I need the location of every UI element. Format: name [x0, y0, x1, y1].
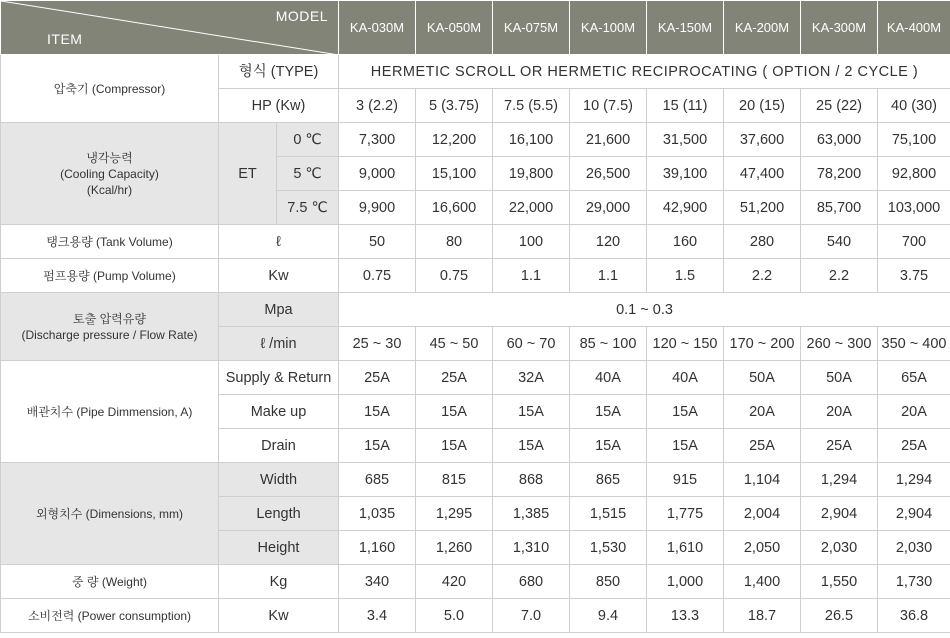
- value-cell: 700: [878, 225, 950, 259]
- type-value: HERMETIC SCROLL OR HERMETIC RECIPROCATING ( OPTION / 2 CYCLE ): [339, 55, 950, 89]
- sub-label: Length: [219, 497, 339, 531]
- value-cell: 7.5 (5.5): [493, 89, 570, 123]
- value-cell: 85,700: [801, 191, 878, 225]
- value-cell: 1,104: [724, 463, 801, 497]
- item-compressor: 압축기 (Compressor): [1, 55, 219, 123]
- value-cell: 25A: [878, 429, 950, 463]
- value-cell: 47,400: [724, 157, 801, 191]
- value-cell: 15A: [647, 395, 724, 429]
- item-line: (Discharge pressure / Flow Rate): [21, 327, 198, 342]
- value-cell: 120 ~ 150: [647, 327, 724, 361]
- value-cell: 1,260: [416, 531, 493, 565]
- header-corner: [1, 1, 339, 55]
- model-header: KA-300M: [801, 1, 878, 55]
- value-cell: 51,200: [724, 191, 801, 225]
- value-cell: 31,500: [647, 123, 724, 157]
- value-cell: 1,294: [878, 463, 950, 497]
- value-cell: 12,200: [416, 123, 493, 157]
- value-cell: 2,050: [724, 531, 801, 565]
- value-cell: 63,000: [801, 123, 878, 157]
- sub-label: Supply & Return: [219, 361, 339, 395]
- item-dimensions: 외형치수 (Dimensions, mm): [1, 463, 219, 565]
- unit-label: Kw: [219, 259, 339, 293]
- item-cooling: [1, 123, 219, 225]
- value-cell: 26.5: [801, 599, 878, 633]
- value-cell: 815: [416, 463, 493, 497]
- value-cell: 60 ~ 70: [493, 327, 570, 361]
- value-cell: 42,900: [647, 191, 724, 225]
- value-cell: 1.1: [493, 259, 570, 293]
- table-row: [1, 123, 950, 157]
- value-cell: 26,500: [570, 157, 647, 191]
- value-cell: 0.75: [416, 259, 493, 293]
- value-cell: 80: [416, 225, 493, 259]
- item-label: ITEM: [47, 31, 83, 47]
- item-line: (Cooling Capacity): [60, 166, 159, 181]
- value-cell: 350 ~ 400: [878, 327, 950, 361]
- value-cell: 39,100: [647, 157, 724, 191]
- model-label: MODEL: [275, 8, 329, 24]
- value-cell: 1,530: [570, 531, 647, 565]
- value-cell: 1,730: [878, 565, 950, 599]
- value-cell: 1,400: [724, 565, 801, 599]
- value-cell: 37,600: [724, 123, 801, 157]
- value-cell: 85 ~ 100: [570, 327, 647, 361]
- value-cell: 9,900: [339, 191, 416, 225]
- value-cell: 25 (22): [801, 89, 878, 123]
- value-cell: 40A: [647, 361, 724, 395]
- value-cell: 685: [339, 463, 416, 497]
- value-cell: 25A: [801, 429, 878, 463]
- model-header: KA-100M: [570, 1, 647, 55]
- item-line: 냉각능력: [86, 150, 133, 165]
- value-cell: 15A: [339, 395, 416, 429]
- value-cell: 7.0: [493, 599, 570, 633]
- value-cell: 280: [724, 225, 801, 259]
- value-cell: 22,000: [493, 191, 570, 225]
- value-cell: 15A: [416, 429, 493, 463]
- sub-label: Height: [219, 531, 339, 565]
- value-cell: 13.3: [647, 599, 724, 633]
- value-cell: 36.8: [878, 599, 950, 633]
- sub-label: 형식 (TYPE): [219, 55, 339, 89]
- value-cell: 1,515: [570, 497, 647, 531]
- value-cell: 1,775: [647, 497, 724, 531]
- value-cell: 15A: [416, 395, 493, 429]
- value-cell: 5.0: [416, 599, 493, 633]
- value-cell: 2,904: [801, 497, 878, 531]
- value-cell: 40 (30): [878, 89, 950, 123]
- value-cell: 3.4: [339, 599, 416, 633]
- sub-label: HP (Kw): [219, 89, 339, 123]
- unit-label: Kw: [219, 599, 339, 633]
- value-cell: 15A: [647, 429, 724, 463]
- value-cell: 1,550: [801, 565, 878, 599]
- value-cell: 25A: [416, 361, 493, 395]
- table-row: [1, 463, 950, 497]
- table-row: [1, 1, 950, 55]
- value-cell: 20A: [724, 395, 801, 429]
- value-cell: 15A: [493, 395, 570, 429]
- value-cell: 25A: [724, 429, 801, 463]
- table-row: [1, 565, 950, 599]
- value-cell: 1,000: [647, 565, 724, 599]
- item-line: 토출 압력유량: [73, 311, 146, 326]
- value-cell: 260 ~ 300: [801, 327, 878, 361]
- value-cell: 21,600: [570, 123, 647, 157]
- value-cell: 1.1: [570, 259, 647, 293]
- mpa-value: 0.1 ~ 0.3: [339, 293, 950, 327]
- value-cell: 15 (11): [647, 89, 724, 123]
- value-cell: 45 ~ 50: [416, 327, 493, 361]
- sub-label: Width: [219, 463, 339, 497]
- value-cell: 1,294: [801, 463, 878, 497]
- value-cell: 32A: [493, 361, 570, 395]
- table-row: [1, 55, 950, 89]
- temperature-label: 7.5 ℃: [277, 191, 339, 225]
- value-cell: 29,000: [570, 191, 647, 225]
- model-header: KA-050M: [416, 1, 493, 55]
- item-discharge: [1, 293, 219, 361]
- value-cell: 20A: [878, 395, 950, 429]
- value-cell: 1,610: [647, 531, 724, 565]
- value-cell: 9.4: [570, 599, 647, 633]
- value-cell: 40A: [570, 361, 647, 395]
- item-tank: 탱크용량 (Tank Volume): [1, 225, 219, 259]
- value-cell: 20A: [801, 395, 878, 429]
- spec-table-body: [1, 1, 950, 633]
- value-cell: 915: [647, 463, 724, 497]
- value-cell: 1,385: [493, 497, 570, 531]
- unit-label: ℓ /min: [219, 327, 339, 361]
- value-cell: 65A: [878, 361, 950, 395]
- table-row: [1, 225, 950, 259]
- value-cell: 1,035: [339, 497, 416, 531]
- value-cell: 2.2: [724, 259, 801, 293]
- value-cell: 15A: [339, 429, 416, 463]
- value-cell: 15A: [493, 429, 570, 463]
- value-cell: 103,000: [878, 191, 950, 225]
- value-cell: 1,295: [416, 497, 493, 531]
- value-cell: 10 (7.5): [570, 89, 647, 123]
- value-cell: 1,310: [493, 531, 570, 565]
- et-label: ET: [219, 123, 277, 225]
- sub-label: Make up: [219, 395, 339, 429]
- value-cell: 16,600: [416, 191, 493, 225]
- value-cell: 1,160: [339, 531, 416, 565]
- value-cell: 2,030: [878, 531, 950, 565]
- value-cell: 3.75: [878, 259, 950, 293]
- value-cell: 18.7: [724, 599, 801, 633]
- value-cell: 78,200: [801, 157, 878, 191]
- value-cell: 19,800: [493, 157, 570, 191]
- item-pipe: 배관치수 (Pipe Dimmension, A): [1, 361, 219, 463]
- value-cell: 92,800: [878, 157, 950, 191]
- temperature-label: 5 ℃: [277, 157, 339, 191]
- value-cell: 160: [647, 225, 724, 259]
- table-row: [1, 361, 950, 395]
- unit-label: Kg: [219, 565, 339, 599]
- value-cell: 50: [339, 225, 416, 259]
- value-cell: 868: [493, 463, 570, 497]
- temperature-label: 0 ℃: [277, 123, 339, 157]
- model-header: KA-400M: [878, 1, 950, 55]
- value-cell: 100: [493, 225, 570, 259]
- table-row: [1, 599, 950, 633]
- item-line: (Kcal/hr): [86, 182, 133, 197]
- value-cell: 120: [570, 225, 647, 259]
- value-cell: 16,100: [493, 123, 570, 157]
- value-cell: 2,030: [801, 531, 878, 565]
- item-pump: 펌프용량 (Pump Volume): [1, 259, 219, 293]
- value-cell: 50A: [724, 361, 801, 395]
- value-cell: 25 ~ 30: [339, 327, 416, 361]
- value-cell: 1.5: [647, 259, 724, 293]
- unit-label: ℓ: [219, 225, 339, 259]
- table-row: [1, 293, 950, 327]
- value-cell: 170 ~ 200: [724, 327, 801, 361]
- value-cell: 50A: [801, 361, 878, 395]
- value-cell: 2.2: [801, 259, 878, 293]
- value-cell: 20 (15): [724, 89, 801, 123]
- sub-label: Drain: [219, 429, 339, 463]
- value-cell: 15,100: [416, 157, 493, 191]
- value-cell: 540: [801, 225, 878, 259]
- model-header: KA-200M: [724, 1, 801, 55]
- item-weight: 중 량 (Weight): [1, 565, 219, 599]
- value-cell: 0.75: [339, 259, 416, 293]
- value-cell: 2,004: [724, 497, 801, 531]
- value-cell: 15A: [570, 395, 647, 429]
- value-cell: 9,000: [339, 157, 416, 191]
- value-cell: 25A: [339, 361, 416, 395]
- value-cell: 5 (3.75): [416, 89, 493, 123]
- value-cell: 680: [493, 565, 570, 599]
- value-cell: 2,904: [878, 497, 950, 531]
- model-header: KA-075M: [493, 1, 570, 55]
- model-header: KA-030M: [339, 1, 416, 55]
- value-cell: 865: [570, 463, 647, 497]
- value-cell: 420: [416, 565, 493, 599]
- table-row: [1, 259, 950, 293]
- value-cell: 3 (2.2): [339, 89, 416, 123]
- item-power: 소비전력 (Power consumption): [1, 599, 219, 633]
- value-cell: 340: [339, 565, 416, 599]
- value-cell: 850: [570, 565, 647, 599]
- value-cell: 7,300: [339, 123, 416, 157]
- model-header: KA-150M: [647, 1, 724, 55]
- value-cell: 75,100: [878, 123, 950, 157]
- unit-label: Mpa: [219, 293, 339, 327]
- value-cell: 15A: [570, 429, 647, 463]
